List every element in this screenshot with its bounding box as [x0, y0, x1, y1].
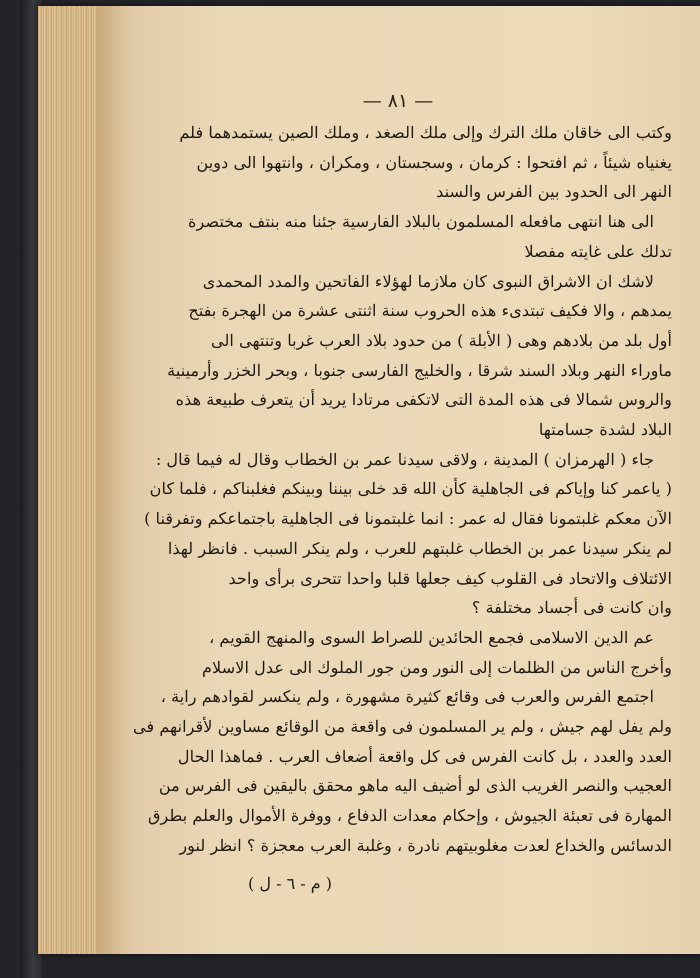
text-line: ولم يفل لهم جيش ، ولم ير المسلمون فى واقعة من الوقائع مساوين لأقرانهم فى [133, 717, 672, 737]
text-line: وان كانت فى أجساد مختلفة ؟ [471, 598, 672, 618]
text-line: الى هنا انتهى مافعله المسلمون بالبلاد الفارسية جئنا منه بنتف مختصرة [188, 212, 654, 232]
text-line: وأخرج الناس من الظلمات إلى النور ومن جور الملوك الى عدل الاسلام [202, 657, 672, 677]
signature-mark: ( م - ٦ - ل ) [248, 874, 332, 893]
text-line: تدلك على غايته مفصلا [524, 241, 672, 261]
page-stack-edge [38, 6, 98, 954]
text-line: العدد والعدد ، بل كانت الفرس فى كل واقعة أضعاف العرب . فماهذا الحال [177, 746, 672, 766]
text-line: وكتب الى خاقان ملك الترك وإلى ملك الصغد ، وملك الصين يستمدهما فلم [179, 123, 672, 142]
text-line: أول بلد من بلادهم وهى ( الأبلة ) من حدود بلاد العرب غربا وتنتهى الى [210, 330, 672, 350]
text-line: يغنياه شيئاً ، ثم افتحوا : كرمان ، وسجستان ، ومكران ، وانتهوا الى دوين [196, 152, 672, 172]
page-text [133, 118, 672, 861]
book-page [96, 6, 700, 954]
text-line: العجيب والنصر الغريب الذى لو أضيف اليه ماهو محقق باليقين فى الفرس من [158, 776, 672, 796]
text-line: يمدهم ، والا فكيف تبتدىء هذه الحروب سنة اثنتى عشرة من الهجرة بفتح [188, 301, 672, 321]
text-line: النهر الى الحدود بين الفرس والسند [436, 182, 672, 202]
text-line: الآن معكم غلبتمونا فقال له عمر : انما غلبتمونا فى الجاهلية باجتماعكم وتفرقنا ) [144, 509, 672, 529]
text-line: لاشك ان الاشراق النبوى كان ملازما لهؤلاء الفاتحين والمدد المحمدى [202, 271, 654, 291]
page-number: — ٨١ — [362, 90, 434, 112]
text-line: الدسائس والخداع لعدت مغلوبيتهم نادرة ، وغلبة العرب معجزة ؟ انظر لنور [179, 835, 672, 855]
text-line: عم الدين الاسلامى فجمع الحائدين للصراط السوى والمنهج القويم ، [209, 627, 654, 647]
text-line: جاء ( الهرمزان ) المدينة ، ولاقى سيدنا عمر بن الخطاب وقال له فيما قال : [155, 449, 654, 469]
text-line: الائتلاف والاتحاد فى القلوب كيف جعلها قلبا واحدا تتحرى برأى واحد [228, 568, 672, 588]
text-line: ( ياعمر كنا وإياكم فى الجاهلية كأن الله قد خلى بيننا وبينكم فغلبناكم ، فلما كان [149, 479, 672, 499]
text-line: البلاد لشدة جسامتها [538, 420, 672, 440]
text-line: والروس شمالا فى هذه المدة التى لاتكفى مرتادا يريد أن يتعرف طبيعة هذه [175, 390, 672, 410]
text-line: اجتمع الفرس والعرب فى وقائع كثيرة مشهورة ، ولم ينكسر لقوادهم راية ، [160, 687, 654, 707]
text-line: ماوراء النهر وبلاد السند شرقا ، والخليج الفارسى جنوبا ، وبحر الخزر وأرمينية [167, 360, 672, 380]
text-line: المهارة فى تعبئة الجيوش ، وإحكام معدات الدفاع ، ووفرة الأموال والعلم بطرق [147, 806, 672, 826]
text-line: لم ينكر سيدنا عمر بن الخطاب غلبتهم للعرب ، ولم ينكر السبب . فانظر لهذا [167, 538, 672, 558]
